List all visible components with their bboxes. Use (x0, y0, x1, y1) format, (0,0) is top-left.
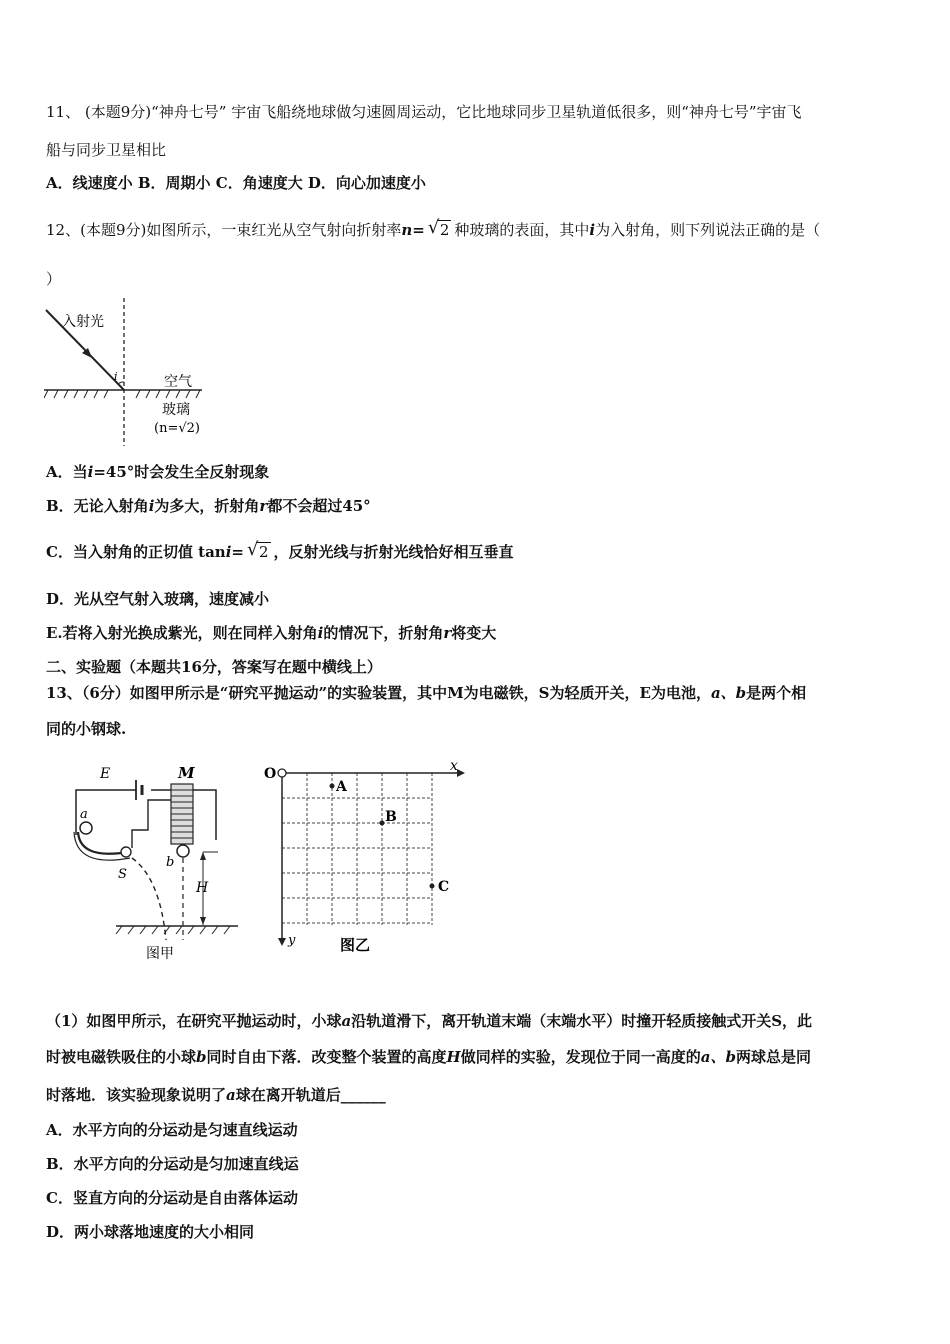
svg-text:y: y (288, 933, 296, 948)
point-c (430, 884, 435, 889)
ball-a (80, 822, 92, 834)
svg-text:E: E (100, 766, 111, 782)
sqrt-symbol: √ 2 (427, 217, 450, 239)
q11-options: A．线速度小 B．周期小 C．角速度大 D．向心加速度小 (46, 174, 426, 192)
angle-label: i (114, 370, 118, 383)
svg-text:B: B (385, 809, 397, 825)
svg-text:x: x (450, 760, 458, 774)
q11-stem-line2: 船与同步卫星相比 (46, 141, 167, 159)
q13-para-line3: 时落地．该实验现象说明了a球在离开轨道后______ (46, 1086, 386, 1104)
q12-option-b: B．无论入射角i为多大，折射角r都不会超过45° (46, 497, 371, 515)
air-label: 空气 (164, 374, 192, 390)
svg-text:S: S (118, 867, 127, 882)
figure-yi (262, 760, 472, 960)
refraction-figure (44, 296, 214, 448)
q13-option-c: C．竖直方向的分运动是自由落体运动 (46, 1189, 298, 1207)
q13-option-b: B．水平方向的分运动是匀加速直线运 (46, 1155, 299, 1173)
parabola-path (132, 858, 166, 940)
q13-stem-line1: 13、（6分）如图甲所示是“研究平抛运动”的实验装置，其中M为电磁铁，S为轻质开关，E为电池，a、b是两个相 (46, 684, 807, 702)
n-label: (n=√2) (154, 421, 200, 436)
q13-option-d: D．两小球落地速度的大小相同 (46, 1223, 255, 1241)
q12-option-d: D．光从空气射入玻璃，速度减小 (46, 590, 270, 608)
q13-para-line1: （1）如图甲所示，在研究平抛运动时，小球a沿轨道滑下，离开轨道末端（末端水平）时撞开轻质接触式开关S，此 (46, 1012, 813, 1030)
figure-jia (66, 760, 246, 968)
svg-text:b: b (166, 855, 175, 870)
svg-text:O: O (264, 766, 277, 782)
point-a (330, 784, 335, 789)
q13-stem-line2: 同的小钢球. (46, 720, 127, 738)
q12-option-c: C．当入射角的正切值 tani= √ 2 ，反射光线与折射光线恰好相互垂直 (46, 539, 514, 561)
q13-option-a: A．水平方向的分运动是匀速直线运动 (46, 1121, 298, 1139)
svg-text:C: C (438, 879, 450, 895)
svg-text:H: H (196, 880, 209, 896)
q12-stem: 12、(本题9分)如图所示，一束红光从空气射向折射率n= √ 2 种玻璃的表面，其中i为入射角，则下列说法正确的是（ (46, 217, 821, 239)
q12-option-a: A．当i=45°时会发生全反射现象 (46, 463, 270, 481)
ball-a-end (121, 847, 131, 857)
grid (282, 773, 432, 925)
ball-b (177, 845, 189, 857)
svg-text:图乙: 图乙 (340, 936, 371, 954)
svg-text:a: a (80, 807, 88, 822)
incident-label: 入射光 (62, 314, 104, 330)
svg-text:A: A (336, 779, 347, 795)
point-b (380, 821, 385, 826)
q11-stem-line1: 11、 (本题9分)“神舟七号” 宇宙飞船绕地球做匀速圆周运动，它比地球同步卫星轨道低很多，则“神舟七号”宇宙飞 (46, 103, 802, 121)
q12-stem-close: ） (46, 270, 62, 288)
svg-text:图甲: 图甲 (146, 946, 174, 962)
section-heading: 二、实验题（本题共16分，答案写在题中横线上） (46, 658, 382, 676)
q13-para-line2: 时被电磁铁吸住的小球b同时自由下落．改变整个装置的高度H做同样的实验，发现位于同一高度的a、b两球总是同 (46, 1048, 811, 1066)
glass-label: 玻璃 (162, 402, 190, 418)
q12-option-e: E.若将入射光换成紫光，则在同样入射角i的情况下，折射角r将变大 (46, 624, 497, 642)
svg-text:M: M (178, 764, 195, 782)
